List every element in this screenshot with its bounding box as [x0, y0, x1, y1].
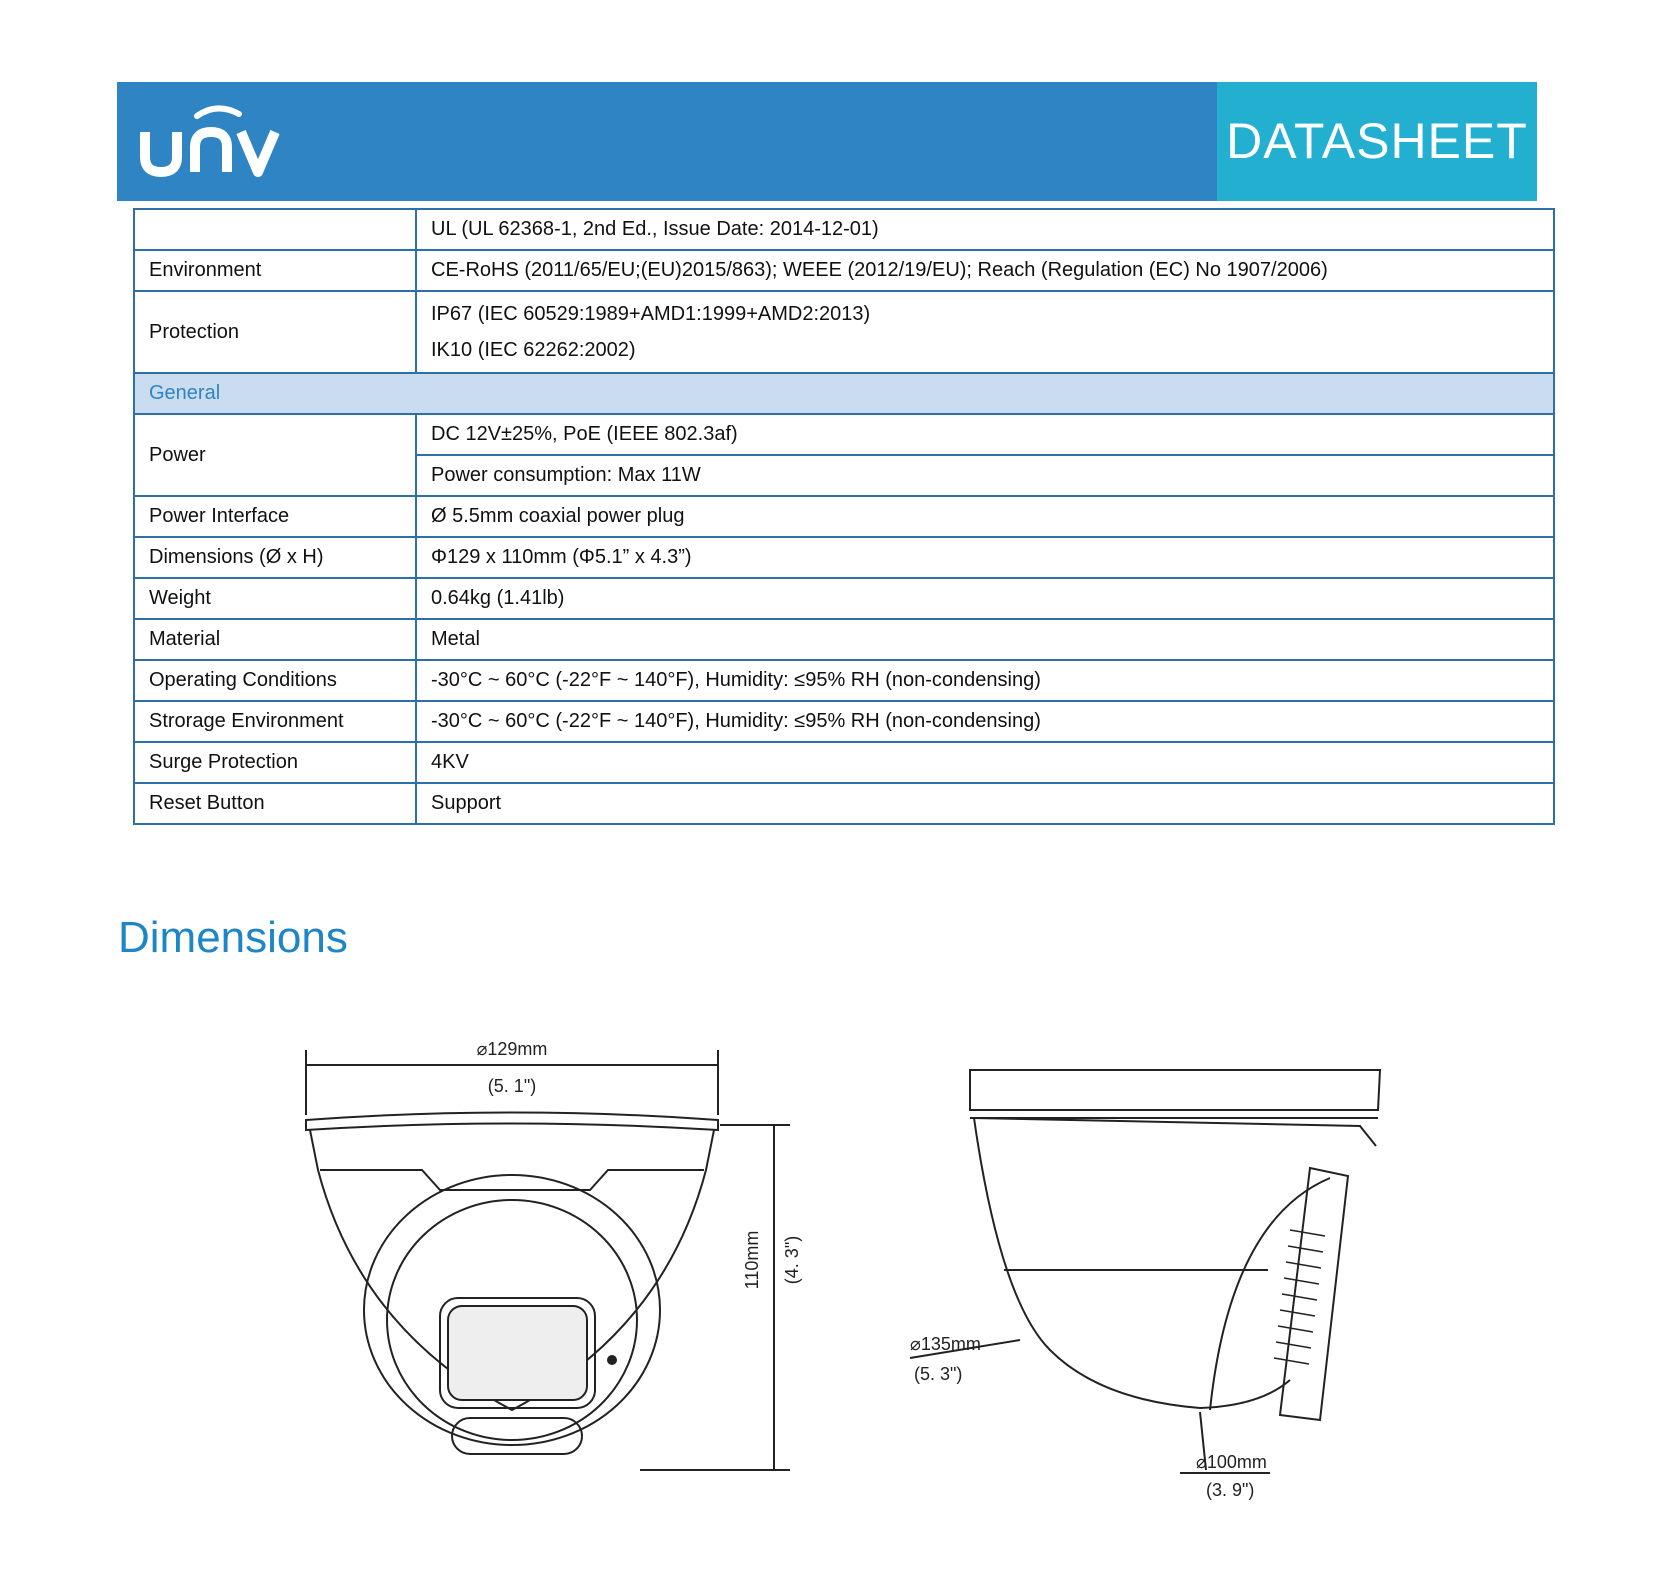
table-row: [134, 783, 1554, 824]
section-title: General: [134, 373, 1554, 414]
row-label: Environment: [134, 250, 416, 291]
row-value: Power consumption: Max 11W: [416, 455, 1554, 496]
unv-logo: [137, 102, 287, 182]
row-value: Ø 5.5mm coaxial power plug: [416, 496, 1554, 537]
d1-in-label: (5. 3"): [914, 1364, 963, 1384]
table-row: [134, 660, 1554, 701]
dimensions-title: Dimensions: [118, 913, 348, 962]
table-row: [134, 250, 1554, 291]
row-label: Operating Conditions: [134, 660, 416, 701]
row-value: -30°C ~ 60°C (-22°F ~ 140°F), Humidity: ≤95% RH (non-condensing): [416, 701, 1554, 742]
row-label: Power: [134, 414, 416, 496]
table-row: [134, 414, 1554, 455]
row-value: DC 12V±25%, PoE (IEEE 802.3af): [416, 414, 1554, 455]
table-row: [134, 209, 1554, 250]
header-banner: [117, 82, 1537, 201]
row-value: CE-RoHS (2011/65/EU;(EU)2015/863); WEEE (2012/19/EU); Reach (Regulation (EC) No 1907/2006): [416, 250, 1554, 291]
table-row: [134, 701, 1554, 742]
row-value: Support: [416, 783, 1554, 824]
table-row: [134, 742, 1554, 783]
datasheet-tag: DATASHEET: [1217, 82, 1537, 201]
row-label: Strorage Environment: [134, 701, 416, 742]
row-label: Dimensions (Ø x H): [134, 537, 416, 578]
width-in-label: (5. 1"): [487, 1076, 537, 1096]
table-row: [134, 578, 1554, 619]
table-row: [134, 537, 1554, 578]
height-in-label: (4. 3"): [782, 1235, 802, 1285]
side-view-svg: [900, 1050, 1420, 1510]
row-label: Weight: [134, 578, 416, 619]
side-view-drawing: [900, 1050, 1420, 1515]
row-value: Φ129 x 110mm (Φ5.1” x 4.3”): [416, 537, 1554, 578]
row-label: Power Interface: [134, 496, 416, 537]
table-row: [134, 291, 1554, 373]
table-row: [134, 496, 1554, 537]
table-row: [134, 619, 1554, 660]
d2-in-label: (3. 9"): [1206, 1480, 1255, 1500]
spec-table: [133, 208, 1555, 825]
height-mm-label: 110mm: [742, 1230, 762, 1290]
value-line: IP67 (IEC 60529:1989+AMD1:1999+AMD2:2013): [431, 303, 871, 325]
row-label: Material: [134, 619, 416, 660]
d2-mm-label: ⌀100mm: [1196, 1452, 1267, 1472]
row-value: [416, 291, 1554, 373]
section-header: [134, 373, 1554, 414]
row-value: -30°C ~ 60°C (-22°F ~ 140°F), Humidity: ≤95% RH (non-condensing): [416, 660, 1554, 701]
front-view-svg: [290, 1030, 810, 1500]
d1-mm-label: ⌀135mm: [910, 1334, 981, 1354]
row-value: Metal: [416, 619, 1554, 660]
row-value: 0.64kg (1.41lb): [416, 578, 1554, 619]
row-value: 4KV: [416, 742, 1554, 783]
front-view-drawing: [290, 1030, 810, 1505]
value-line: IK10 (IEC 62262:2002): [431, 339, 636, 361]
row-label: Surge Protection: [134, 742, 416, 783]
row-value: UL (UL 62368-1, 2nd Ed., Issue Date: 2014-12-01): [416, 209, 1554, 250]
width-mm-label: ⌀129mm: [476, 1039, 548, 1059]
row-label: Reset Button: [134, 783, 416, 824]
row-label: [134, 209, 416, 250]
row-label: Protection: [134, 291, 416, 373]
